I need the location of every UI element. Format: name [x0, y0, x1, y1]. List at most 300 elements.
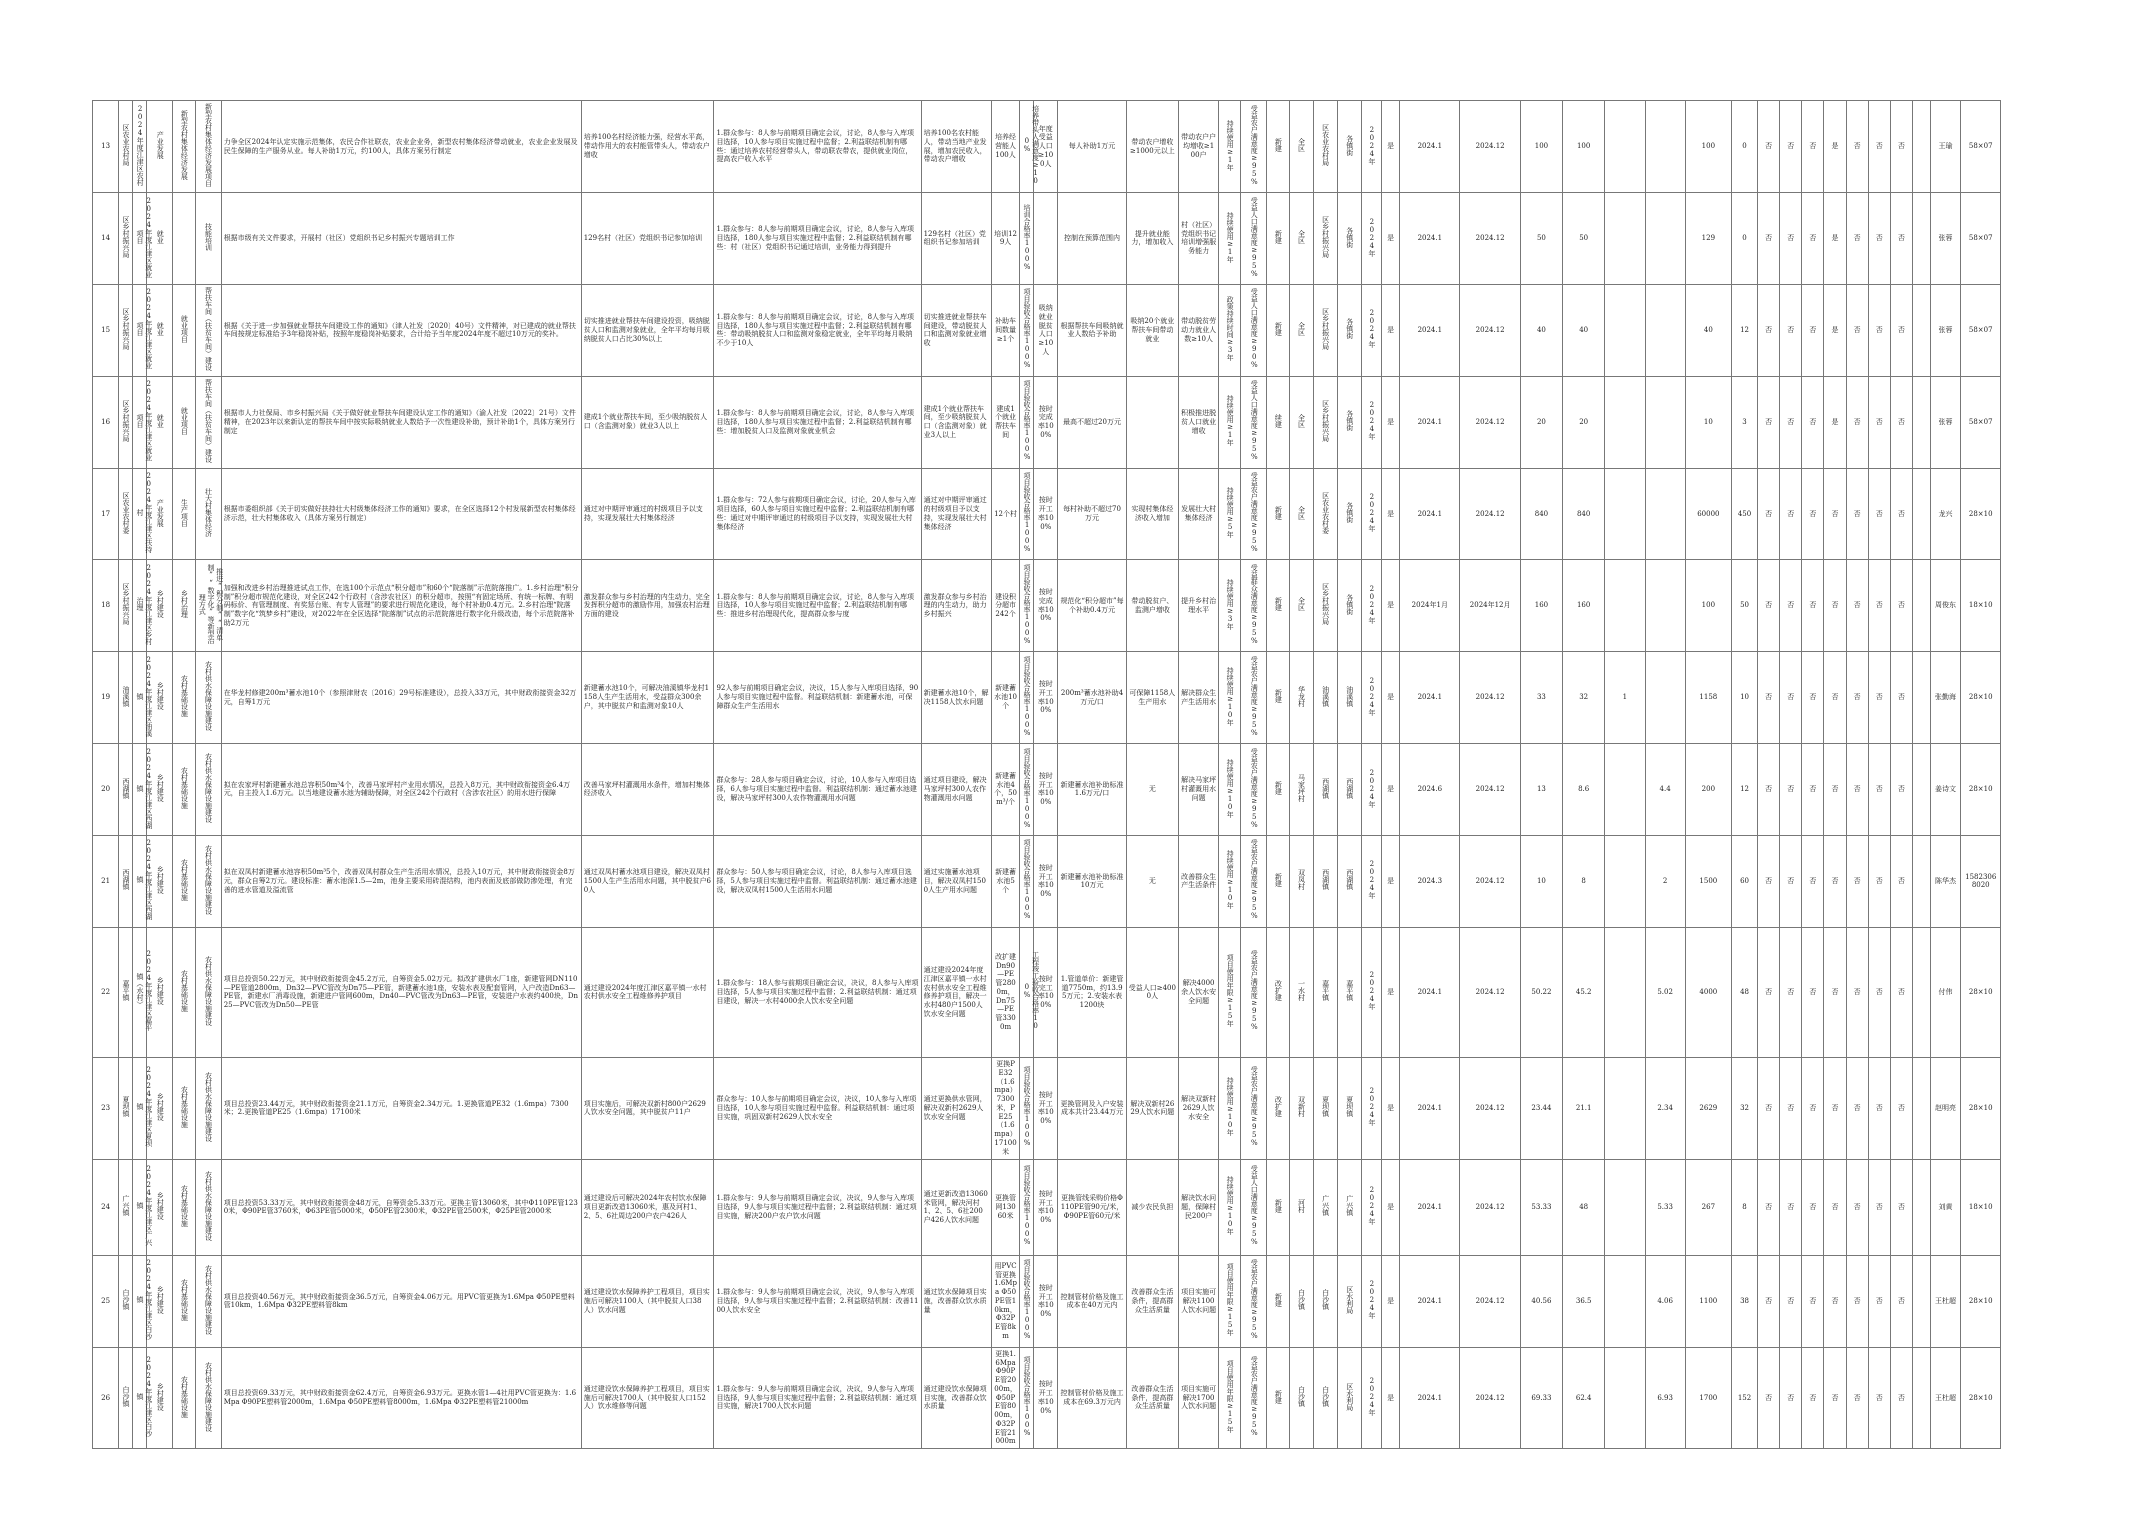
- cell-i2-text: 项目验收合格率100%: [1023, 1165, 1032, 1247]
- cell-i8-text: 受益农户满意度≥95%: [1250, 1066, 1259, 1148]
- cell-x6: [1868, 652, 1890, 744]
- cell-x7: [1890, 744, 1912, 836]
- cell-x5-text: 否: [1853, 142, 1861, 151]
- cell-x3: [1802, 284, 1824, 376]
- cell-i6: [1179, 468, 1219, 560]
- cell-contact: [1930, 468, 1960, 560]
- cell-target-text: 通过建设饮水保障养护工程项目，项目实施后可解决1100人（其中脱贫人口38人）饮水问题: [583, 1288, 710, 1314]
- cell-year: [133, 1159, 153, 1255]
- cell-i7-text: 持续使用≥1年: [1226, 211, 1235, 263]
- cell-total: [1520, 193, 1562, 285]
- cell-end: [1460, 193, 1520, 285]
- cell-target: [581, 560, 714, 652]
- cell-x5-text: 否: [1853, 417, 1861, 426]
- cell-target: [581, 1255, 714, 1347]
- cell-sub-text: 农村基础设施: [180, 675, 189, 718]
- cell-i4-text: 1.管道单价：新建管道7750m，约13.95万元；2.安装水表1200块: [1060, 974, 1124, 1009]
- cell-x2-text: 否: [1787, 1103, 1795, 1112]
- cell-total: [1520, 468, 1562, 560]
- cell-benefit-text: 激发群众参与乡村治理的内生动力，助力乡村振兴: [923, 592, 987, 618]
- cell-x4: [1824, 1159, 1846, 1255]
- cell-contact: [1930, 1057, 1960, 1159]
- cell-benefit: [921, 652, 991, 744]
- cell-phone: [1961, 927, 2001, 1057]
- cell-scope-text: 马家坪村: [1297, 774, 1306, 802]
- cell-x4-text: 否: [1831, 1393, 1839, 1402]
- cell-x3: [1802, 193, 1824, 285]
- cell-type: [147, 101, 173, 193]
- cell-i3: [1034, 652, 1058, 744]
- cell-contact: [1930, 835, 1960, 927]
- cell-benefit-text: 切实推进就业帮扶车间建设，带动脱贫人口和监测对象就业增收: [923, 312, 987, 347]
- cell-scope-text: 全区: [1297, 413, 1306, 428]
- cell-x7-text: 否: [1897, 601, 1905, 610]
- cell-nature: [1267, 1057, 1289, 1159]
- cell-x1: [1758, 1057, 1780, 1159]
- cell-no: [93, 560, 119, 652]
- cell-i3-text: 按时开工率100%: [1037, 771, 1054, 807]
- cell-end-text: 2024.12: [1475, 234, 1505, 242]
- cell-i2: [1020, 101, 1040, 193]
- cell-i2: [1020, 652, 1034, 744]
- cell-end-text: 2024.12: [1475, 785, 1505, 793]
- cell-peop-text: 100: [1701, 142, 1716, 151]
- cell-phone: [1961, 376, 2001, 468]
- cell-year: [133, 193, 153, 285]
- cell-target-text: 通过建设后可解决2024年农村饮水保障项目更新改造13060米，惠及河村1、2、5、6社周边200户农户426人: [583, 1194, 707, 1220]
- cell-end-text: 2024.12: [1475, 693, 1505, 702]
- cell-x6: [1868, 560, 1890, 652]
- cell-nature: [1267, 744, 1289, 836]
- cell-x6: [1868, 468, 1890, 560]
- cell-phone: [1961, 193, 2001, 285]
- cell-benefit-text: 通过更新改造13060米管网，解决河村1、2、5、6社200户426人饮水问题: [923, 1189, 988, 1224]
- cell-i8-text: 受益人口满意度≥90%: [1250, 288, 1259, 370]
- cell-other: [1605, 835, 1645, 927]
- cell-x6: [1868, 835, 1890, 927]
- cell-sy: [1361, 560, 1381, 652]
- cell-i8-text: 受益农户满意度≥95%: [1250, 472, 1259, 553]
- cell-scope: [1289, 1057, 1313, 1159]
- cell-nature-text: 新建: [1274, 321, 1283, 336]
- cell-blank: [1912, 1159, 1930, 1255]
- cell-k1: [1382, 376, 1400, 468]
- cell-i1: [991, 652, 1019, 744]
- cell-x3-text: 否: [1809, 987, 1817, 996]
- cell-poor: [1731, 652, 1757, 744]
- cell-x5-text: 否: [1853, 987, 1861, 996]
- cell-x4: [1824, 927, 1846, 1057]
- cell-year: [133, 1347, 153, 1448]
- cell-x3: [1802, 101, 1824, 193]
- cell-type-text: 乡村建设: [156, 590, 165, 619]
- cell-i2-text: 项目验收合格率100%: [1023, 472, 1032, 553]
- cell-start: [1400, 560, 1460, 652]
- cell-sub: [173, 744, 195, 836]
- cell-i6: [1179, 1057, 1219, 1159]
- cell-no: [93, 193, 119, 285]
- cell-town: [1313, 744, 1337, 836]
- cell-sub-text: 乡村治理: [180, 590, 189, 619]
- cell-fund: [1563, 744, 1605, 836]
- cell-poor: [1731, 927, 1757, 1057]
- cell-scope-text: 华龙村: [1297, 685, 1306, 707]
- cell-blank: [1912, 284, 1930, 376]
- cell-no-text: 20: [101, 785, 111, 793]
- cell-contact: [1930, 652, 1960, 744]
- cell-benefit-text: 通过实施蓄水池项目，解决双凤村1500人生产用水问题: [923, 868, 986, 894]
- cell-x7: [1890, 835, 1912, 927]
- cell-total-text: 53.33: [1531, 1202, 1552, 1211]
- cell-scope: [1289, 468, 1313, 560]
- cell-town-text: 油溪镇: [1321, 685, 1330, 707]
- cell-x4: [1824, 193, 1846, 285]
- cell-mech-text: 1.群众参与：9人参与前期项目确定会议，决议，9人参与入库项目选择，9人参与项目实施过程中监督；2.利益联结机制：改善1100人饮水安全: [716, 1288, 919, 1314]
- cell-contact: [1930, 376, 1960, 468]
- cell-other: [1605, 652, 1645, 744]
- cell-i8: [1241, 193, 1267, 285]
- cell-other: [1605, 101, 1645, 193]
- cell-i7-text: 项目使用年限≥15年: [1226, 954, 1235, 1028]
- cell-phone: [1961, 744, 2001, 836]
- cell-phone: [1961, 1347, 2001, 1448]
- cell-i7-text: 持续使用≥10年: [1226, 666, 1235, 726]
- cell-i5: [1126, 835, 1178, 927]
- cell-content: [221, 927, 581, 1057]
- cell-unit-text: 区乡村振兴局: [122, 216, 131, 258]
- cell-benefit: [921, 193, 991, 285]
- cell-name-text: 农村供水保障设施建设: [204, 1264, 213, 1335]
- cell-start-text: 2024.1: [1417, 987, 1443, 996]
- cell-i1-text: 更换管网13060米: [995, 1194, 1017, 1220]
- cell-i2: [1020, 1057, 1034, 1159]
- cell-i5-text: 减少农民负担: [1131, 1202, 1174, 1211]
- cell-x6-text: 否: [1875, 1202, 1883, 1211]
- cell-i2-text: 工程竣工验收合格率100%: [1022, 951, 1040, 1031]
- cell-i1: [991, 927, 1019, 1057]
- cell-x1-text: 否: [1765, 601, 1773, 610]
- cell-mech-text: 1.群众参与：72人参与前期项目确定会议，讨论，20人参与入库项目选择，60人参与项目实施过程中监督；2.利益联结机制有哪些：通过对中期评审通过的村级项目予以支持，实现发展壮大村集体经济: [716, 496, 916, 531]
- cell-x2-text: 否: [1787, 417, 1795, 426]
- cell-name-text: 农村供水保障设施建设: [204, 844, 213, 915]
- cell-blank: [1912, 652, 1930, 744]
- cell-start-text: 2024.1: [1417, 509, 1443, 518]
- cell-contact: [1930, 193, 1960, 285]
- cell-poor-text: 0: [1742, 142, 1747, 151]
- cell-x1: [1758, 468, 1780, 560]
- cell-fund: [1563, 1057, 1605, 1159]
- cell-scope: [1289, 1159, 1313, 1255]
- cell-x2: [1780, 560, 1802, 652]
- cell-i6: [1179, 284, 1219, 376]
- cell-year: [133, 284, 153, 376]
- cell-fund: [1563, 284, 1605, 376]
- cell-peop: [1685, 284, 1731, 376]
- cell-x4-text: 是: [1831, 142, 1839, 151]
- cell-contact-text: 张蓉: [1938, 234, 1953, 242]
- cell-start-text: 2024.1: [1417, 1202, 1443, 1211]
- cell-x2: [1780, 101, 1802, 193]
- cell-unit-text: 油溪镇: [122, 685, 131, 707]
- cell-fund: [1563, 101, 1605, 193]
- cell-sub: [173, 560, 195, 652]
- cell-i5-text: 无: [1148, 876, 1156, 885]
- cell-other: [1605, 1159, 1645, 1255]
- cell-k1: [1382, 927, 1400, 1057]
- cell-x5: [1846, 101, 1868, 193]
- cell-x4: [1824, 1057, 1846, 1159]
- cell-phone-text: 18×10: [1968, 1202, 1993, 1211]
- cell-i5: [1126, 927, 1178, 1057]
- cell-i3: [1034, 927, 1058, 1057]
- cell-fund-text: 40: [1579, 325, 1589, 334]
- cell-x3-text: 否: [1809, 234, 1817, 242]
- cell-i8: [1241, 1255, 1267, 1347]
- cell-i6: [1179, 193, 1219, 285]
- cell-poor-text: 12: [1740, 325, 1749, 334]
- cell-phone-text: 58×07: [1968, 417, 1993, 426]
- cell-phone-text: 28×10: [1968, 1393, 1993, 1402]
- cell-phone: [1961, 652, 2001, 744]
- cell-k1: [1382, 835, 1400, 927]
- cell-blank: [1912, 468, 1930, 560]
- cell-name-text: 新型农村集体经济发展项目: [204, 103, 213, 188]
- cell-poor-text: 12: [1740, 785, 1749, 793]
- cell-fund-text: 36.5: [1575, 1296, 1592, 1305]
- cell-x3: [1802, 1255, 1824, 1347]
- cell-i7-text: 持续使用≥1年: [1226, 119, 1235, 171]
- cell-f3: [1645, 1057, 1685, 1159]
- cell-phone-text: 58×07: [1968, 142, 1993, 151]
- cell-benefit: [921, 1159, 991, 1255]
- cell-x1-text: 否: [1765, 142, 1773, 151]
- cell-sy-text: 2024年: [1367, 493, 1376, 532]
- cell-x4: [1824, 744, 1846, 836]
- cell-unit: [119, 468, 133, 560]
- cell-scope: [1289, 927, 1313, 1057]
- cell-benefit: [921, 284, 991, 376]
- cell-i6: [1179, 835, 1219, 927]
- cell-target: [581, 927, 714, 1057]
- cell-poor: [1731, 1255, 1757, 1347]
- cell-nature-text: 改扩建: [1274, 1096, 1283, 1118]
- cell-i7-text: 持续使用≥10年: [1226, 1077, 1235, 1137]
- cell-contact-text: 周俊东: [1935, 601, 1957, 610]
- cell-end: [1460, 284, 1520, 376]
- cell-x5-text: 否: [1853, 876, 1861, 885]
- cell-no-text: 23: [101, 1103, 111, 1112]
- cell-x2-text: 否: [1787, 693, 1795, 702]
- cell-i2-text: 项目验收合格率100%: [1023, 839, 1032, 921]
- cell-i7-text: 政策持续时间≥3年: [1226, 296, 1235, 362]
- cell-mech: [714, 835, 921, 927]
- cell-sy: [1361, 1255, 1381, 1347]
- cell-i2-text: 项目验收合格率100%: [1023, 288, 1032, 370]
- cell-contact: [1930, 744, 1960, 836]
- cell-i4: [1058, 284, 1126, 376]
- cell-x6: [1868, 193, 1890, 285]
- cell-peop: [1685, 560, 1731, 652]
- cell-x6-text: 否: [1875, 785, 1883, 793]
- cell-x2: [1780, 376, 1802, 468]
- cell-content-text: 项目总投资53.33万元，其中财政衔接资金48万元，自筹资金5.33万元。更换主管13060米，其中Φ110PE管1230米，Φ90PE管3760米，Φ63PE管5000米，Φ50PE管2300米，Φ32PE管2500米，Φ25PE管2000米: [223, 1198, 578, 1216]
- cell-sy: [1361, 376, 1381, 468]
- cell-target-text: 建成1个就业帮扶车间，至少吸纳脱贫人口（含监测对象）就业3人以上: [583, 413, 708, 431]
- cell-start-text: 2024.1: [1417, 142, 1443, 151]
- cell-i1-text: 改扩建Dn90—PE管2800m，Dn75—PE管3300m: [995, 952, 1017, 1031]
- cell-x5-text: 否: [1853, 785, 1861, 793]
- cell-type-text: 就业: [156, 321, 165, 336]
- cell-blank: [1912, 744, 1930, 836]
- cell-x2-text: 否: [1787, 1296, 1795, 1305]
- cell-k1: [1382, 284, 1400, 376]
- cell-x6-text: 否: [1875, 509, 1883, 518]
- cell-x5: [1846, 744, 1868, 836]
- cell-town-text: 区农业农村局: [1321, 124, 1330, 167]
- cell-f3-text: 5.02: [1657, 987, 1673, 996]
- cell-x1-text: 否: [1765, 785, 1773, 793]
- cell-fund: [1563, 193, 1605, 285]
- cell-i8-text: 受益农户满意度≥95%: [1250, 950, 1259, 1032]
- cell-sy-text: 2024年: [1367, 584, 1376, 624]
- cell-unit-text: 区农业农村委: [122, 491, 131, 534]
- cell-phone: [1961, 560, 2001, 652]
- cell-content-text: 拟在双凤村新建蓄水池容积50m³5个，改善双凤村群众生产生活用水情况，总投入10万元，其中财政衔接资金8万元，群众自筹2万元。建设标准：蓄水池深1.5—2m，池身主要采用砖混结构，池内表面及底部做防渗处理，有完善的进水管道及溢流管: [223, 868, 575, 894]
- cell-k1: [1382, 1159, 1400, 1255]
- cell-scope-text: 全区: [1297, 230, 1306, 244]
- cell-i5-text: 吸纳20个就业帮扶车间带动就业: [1130, 317, 1175, 343]
- cell-phone: [1961, 284, 2001, 376]
- cell-name-text: 农村供水保障设施建设: [204, 1170, 213, 1241]
- cell-sy-text: 2024年: [1367, 676, 1376, 716]
- cell-x7-text: 否: [1897, 509, 1905, 518]
- cell-x2: [1780, 1255, 1802, 1347]
- cell-nature-text: 续建: [1274, 413, 1283, 428]
- cell-x2-text: 否: [1787, 601, 1795, 610]
- cell-scope-text: 一水村: [1297, 980, 1306, 1002]
- cell-i6-text: 提升乡村治理水平: [1181, 596, 1217, 614]
- cell-i4: [1058, 1159, 1126, 1255]
- cell-no-text: 16: [101, 417, 111, 426]
- cell-i6-text: 解决饮水问题，保障村民200户: [1181, 1194, 1217, 1220]
- cell-name: [195, 1159, 221, 1255]
- cell-i1: [991, 284, 1019, 376]
- cell-peop: [1685, 193, 1731, 285]
- cell-phone: [1961, 1159, 2001, 1255]
- cell-benefit: [921, 376, 991, 468]
- cell-sy-text: 2024年: [1367, 1280, 1376, 1320]
- cell-total-text: 840: [1534, 509, 1549, 518]
- cell-x6-text: 否: [1875, 325, 1883, 334]
- cell-end: [1460, 468, 1520, 560]
- cell-name: [195, 1255, 221, 1347]
- cell-town: [1313, 101, 1337, 193]
- cell-scope: [1289, 835, 1313, 927]
- cell-x7: [1890, 193, 1912, 285]
- cell-content: [221, 1255, 581, 1347]
- cell-x5: [1846, 1057, 1868, 1159]
- cell-x1-text: 否: [1765, 1103, 1773, 1112]
- cell-x3-text: 否: [1809, 325, 1817, 334]
- cell-i6-text: 项目实施可解决1100人饮水问题: [1181, 1288, 1217, 1314]
- cell-x1: [1758, 101, 1780, 193]
- cell-fund-text: 8.6: [1578, 785, 1590, 793]
- cell-unit: [119, 1255, 133, 1347]
- cell-i4-text: 更换管网及入户安装成本共计23.44万元: [1060, 1099, 1124, 1117]
- cell-x2-text: 否: [1787, 876, 1795, 885]
- table-row: [93, 284, 2052, 376]
- cell-i5-text: 改善群众生活条件，提高群众生活质量: [1131, 1384, 1174, 1411]
- cell-unit: [119, 835, 133, 927]
- cell-k1-text: 是: [1387, 1296, 1395, 1305]
- cell-target: [581, 376, 714, 468]
- cell-other: [1605, 560, 1645, 652]
- cell-mech-text: 群众参与：50人参与项目确定会议，讨论，8人参与入库项目选择，5人参与项目实施过程中监督。利益联结机制：通过蓄水池建设，解决双凤村1500人生活用水问题: [716, 868, 917, 894]
- cell-i4: [1058, 1347, 1126, 1448]
- cell-i8-text: 受益农户满意度≥95%: [1250, 1259, 1259, 1341]
- cell-sy-text: 2024年: [1367, 971, 1376, 1011]
- cell-i3-text: 按时开工率100%: [1037, 1283, 1054, 1318]
- cell-sub-text: 就业项目: [180, 314, 189, 343]
- cell-sub-text: 农村基础设施: [180, 969, 189, 1012]
- cell-nature: [1267, 376, 1289, 468]
- cell-i8: [1241, 284, 1267, 376]
- cell-k1: [1382, 1057, 1400, 1159]
- cell-x4: [1824, 835, 1846, 927]
- cell-i6: [1179, 652, 1219, 744]
- cell-x1: [1758, 652, 1780, 744]
- cell-end-text: 2024.12: [1475, 142, 1505, 151]
- cell-i4: [1058, 193, 1126, 285]
- cell-blank: [1912, 835, 1930, 927]
- cell-k1-text: 是: [1387, 417, 1395, 426]
- cell-x7: [1890, 468, 1912, 560]
- cell-type-text: 就业: [156, 230, 165, 244]
- cell-i1: [991, 468, 1019, 560]
- cell-benefit: [921, 560, 991, 652]
- cell-benefit-text: 培养100名农村能人，带动当地产业发展，增加农民收入，带动农户增收: [923, 129, 987, 164]
- cell-start-text: 2024.1: [1417, 1393, 1443, 1402]
- cell-benefit-text: 通过建设2024年度江津区嘉平镇一水村农村供水安全工程维修养护项目，解决一水村480户1500人饮水安全问题: [923, 966, 987, 1018]
- cell-unit: [119, 744, 133, 836]
- cell-phone-text: 28×10: [1968, 509, 1993, 518]
- cell-contact: [1930, 927, 1960, 1057]
- cell-benefit: [921, 835, 991, 927]
- cell-i7: [1219, 1347, 1241, 1448]
- cell-town: [1313, 560, 1337, 652]
- cell-x6: [1868, 376, 1890, 468]
- cell-i2: [1020, 1159, 1034, 1255]
- cell-content-text: 项目总投资69.33万元，其中财政衔接资金62.4万元，自筹资金6.93万元。更换水管1—4社用PVC管更换为：1.6Mpa Φ90PE塑料管2000m，1.6Mpa Φ50PE塑料管8000m，1.6Mpa Φ32PE塑料管21000m: [223, 1389, 577, 1406]
- cell-name: [195, 193, 221, 285]
- cell-i7: [1219, 1255, 1241, 1347]
- cell-contact-text: 张勤海: [1935, 693, 1957, 702]
- cell-year: [133, 652, 153, 744]
- cell-phone-text: 28×10: [1968, 1296, 1993, 1305]
- cell-resp-text: 嘉平镇: [1345, 980, 1354, 1002]
- cell-unit: [119, 652, 133, 744]
- cell-x7-text: 否: [1897, 1103, 1905, 1112]
- cell-mech-text: 1.群众参与：8人参与前期项目确定会议，讨论，8人参与入库项目选择，10人参与项目实施过程中监督；2.利益联结机制有哪些：通过培养农村经营带头人，带动联农带农，提供就业岗位，提高农户收入水平: [716, 129, 915, 164]
- cell-mech-text: 群众参与：10人参与前期项目确定会议，决议，10人参与入库项目选择，10人参与项目实施过程中监督。利益联结机制：通过项目实施，巩固双新村2629人饮水安全: [716, 1095, 917, 1121]
- cell-start-text: 2024.1: [1417, 1296, 1443, 1305]
- cell-i1: [991, 835, 1019, 927]
- cell-start: [1400, 468, 1460, 560]
- cell-k1-text: 是: [1387, 234, 1395, 242]
- cell-i7-text: 持续使用≥10年: [1226, 758, 1235, 818]
- cell-x6-text: 否: [1875, 1103, 1883, 1112]
- cell-i6: [1179, 927, 1219, 1057]
